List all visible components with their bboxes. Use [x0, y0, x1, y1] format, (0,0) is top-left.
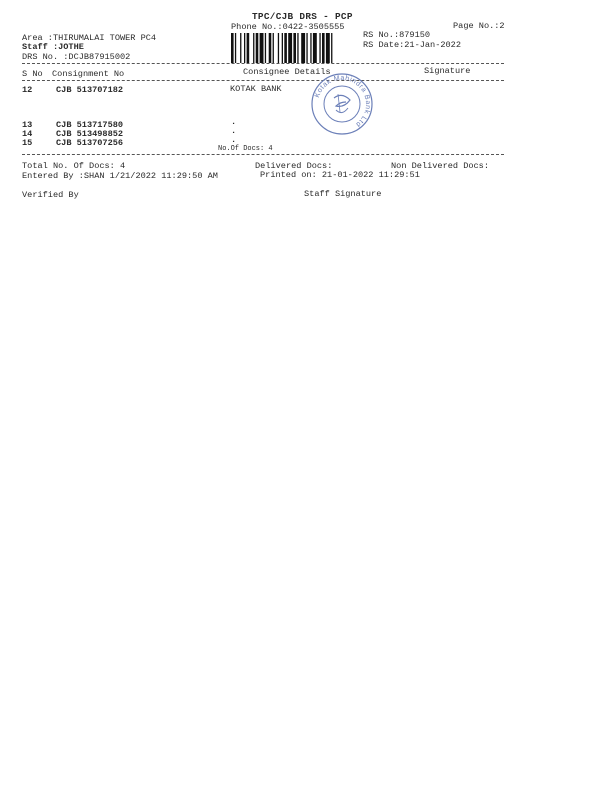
docs-count: No.Of Docs: 4 — [218, 145, 273, 153]
barcode-bar — [313, 33, 317, 63]
staff-label: Staff :JOTHE — [22, 42, 84, 52]
barcode-bar — [306, 33, 307, 63]
barcode — [231, 33, 355, 63]
drs-number: DRS No. :DCJB87915002 — [22, 52, 131, 62]
total-docs: Total No. Of Docs: 4 — [22, 161, 126, 171]
barcode-bar — [310, 33, 311, 63]
document-title: TPC/CJB DRS - PCP — [252, 11, 353, 22]
row-consignee: KOTAK BANK — [230, 84, 282, 94]
entered-by: Entered By :SHAN 1/21/2022 11:29:50 AM — [22, 171, 218, 181]
rs-number: RS No.:879150 — [363, 30, 431, 40]
delivered-docs: Delivered Docs: — [255, 161, 333, 171]
stamp-text: Kotak Mahindra Bank Ltd — [313, 74, 372, 129]
barcode-bar — [326, 33, 330, 63]
barcode-bar — [297, 33, 298, 63]
barcode-bar — [278, 33, 279, 63]
barcode-bar — [282, 33, 283, 63]
staff-signature: Staff Signature — [304, 189, 382, 199]
barcode-bar — [269, 33, 272, 63]
barcode-bar — [293, 33, 296, 63]
bank-stamp — [310, 72, 374, 136]
row-sno: 15 — [22, 138, 33, 148]
barcode-bar — [240, 33, 241, 63]
barcode-bar — [265, 33, 266, 63]
barcode-bar — [301, 33, 305, 63]
barcode-bar — [253, 33, 254, 63]
barcode-bar — [260, 33, 264, 63]
header-divider — [22, 63, 504, 64]
barcode-bar — [235, 33, 236, 63]
row-consignment: CJB 513707256 — [56, 138, 124, 148]
barcode-bar — [273, 33, 274, 63]
col-signature: Signature — [424, 66, 471, 76]
barcode-bar — [284, 33, 287, 63]
barcode-bar — [247, 33, 250, 63]
barcode-bar — [331, 33, 332, 63]
rows-divider — [22, 154, 504, 155]
col-sno: S No — [22, 69, 43, 79]
barcode-bar — [322, 33, 325, 63]
row-mark: . — [231, 126, 237, 136]
barcode-bar — [288, 33, 292, 63]
row-consignment: CJB 513717580 — [56, 120, 124, 130]
row-sno: 14 — [22, 129, 33, 139]
row-mark: . — [231, 135, 237, 145]
verified-by: Verified By — [22, 190, 79, 200]
col-consignee: Consignee Details — [243, 67, 331, 77]
barcode-bar — [244, 33, 245, 63]
printed-on: Printed on: 21-01-2022 11:29:51 — [260, 170, 420, 180]
row-consignment: CJB 513707182 — [56, 85, 124, 95]
col-consignment: Consignment No — [52, 69, 125, 79]
page-number: Page No.:2 — [453, 21, 505, 31]
non-delivered-docs: Non Delivered Docs: — [391, 161, 489, 171]
barcode-bar — [319, 33, 320, 63]
area-label: Area :THIRUMALAI TOWER PC4 — [22, 33, 157, 43]
row-consignment: CJB 513498852 — [56, 129, 124, 139]
row-sno: 13 — [22, 120, 33, 130]
row-sno: 12 — [22, 85, 33, 95]
barcode-bar — [231, 33, 234, 63]
row-mark: . — [231, 117, 237, 127]
phone-number: Phone No.:0422-3505555 — [231, 22, 345, 32]
rs-date: RS Date:21-Jan-2022 — [363, 40, 461, 50]
barcode-bar — [256, 33, 259, 63]
columns-divider — [22, 80, 504, 81]
